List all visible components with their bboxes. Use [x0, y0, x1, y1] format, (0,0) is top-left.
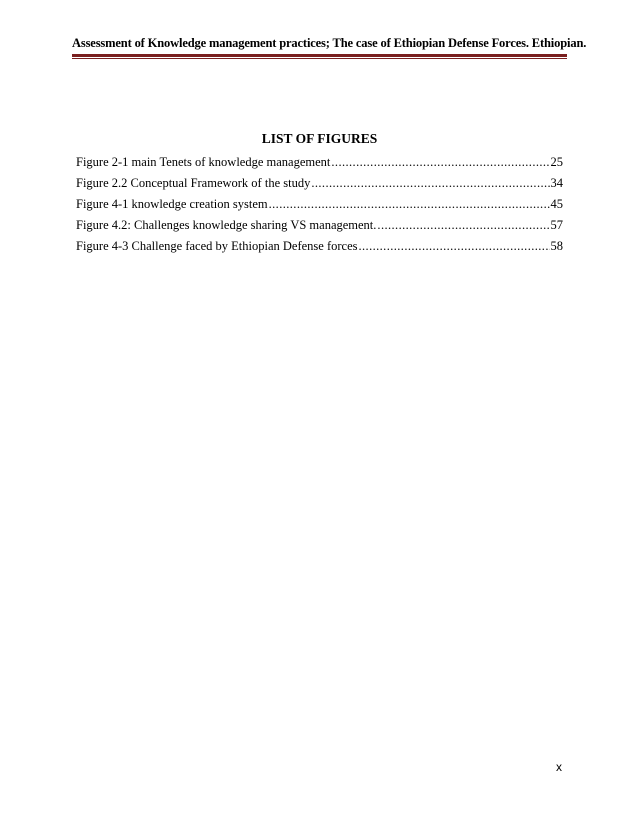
figure-entry-page: 25 [550, 155, 563, 169]
figure-entry-label: Figure 4-1 knowledge creation system [76, 197, 268, 211]
dot-leader [359, 236, 550, 257]
page-number: x [556, 760, 562, 774]
figure-entry-label: Figure 2.2 Conceptual Framework of the study [76, 176, 311, 190]
figure-list [76, 152, 563, 257]
dot-leader [377, 215, 549, 236]
figure-entry-label: Figure 4-3 Challenge faced by Ethiopian Defense forces [76, 239, 358, 253]
running-header: Assessment of Knowledge management practices; The case of Ethiopian Defense Forces. Ethiopian. [72, 36, 587, 50]
figure-entry[interactable] [76, 194, 563, 215]
figure-entry[interactable] [76, 236, 563, 257]
figure-entry-label: Figure 2-1 main Tenets of knowledge management [76, 155, 331, 169]
figure-entry[interactable] [76, 215, 563, 236]
list-of-figures-title: LIST OF FIGURES [261, 131, 378, 146]
figure-entry[interactable] [76, 152, 563, 173]
figure-entry-page: 57 [550, 218, 563, 232]
figure-entry-page: 58 [550, 239, 563, 253]
header-rule-thin [72, 58, 567, 59]
figure-entry-page: 45 [550, 197, 563, 211]
dot-leader [331, 152, 549, 173]
figure-entry-page: 34 [550, 176, 563, 190]
header-rule-thick [72, 54, 567, 57]
dot-leader [311, 173, 549, 194]
figure-entry[interactable] [76, 173, 563, 194]
dot-leader [269, 194, 550, 215]
figure-entry-label: Figure 4.2: Challenges knowledge sharing VS management. [76, 218, 377, 232]
